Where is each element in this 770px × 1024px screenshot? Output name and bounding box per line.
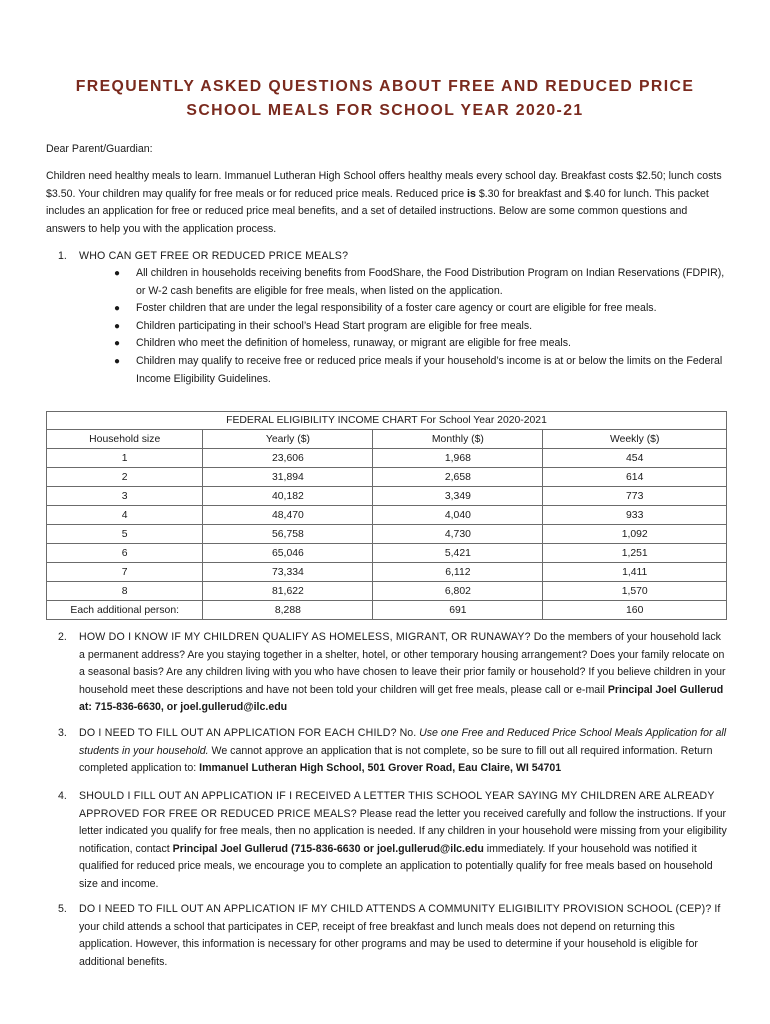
table-cell: 23,606 bbox=[203, 449, 373, 468]
table-cell: 691 bbox=[373, 601, 543, 620]
answer-body: Do the members of your household lack a permanent address? Are you staying together in a shelter, hotel, or other temporary housing arrangement? Does your family relocate on a seasonal basis? Are any children living with you who have chosen to leave their prior family or household? If you believe children in your household meet these descriptions and have not been told your children will get free meals, please call or e-mail bbox=[79, 631, 726, 696]
bullet-item bbox=[112, 265, 732, 300]
bullet-item bbox=[112, 353, 732, 388]
contact-info: Principal Joel Gullerud (715-836-6630 or joel.gullerud@ilc.edu bbox=[172, 842, 484, 855]
table-row bbox=[47, 601, 727, 620]
question-heading: WHO CAN GET FREE OR REDUCED PRICE MEALS? bbox=[79, 250, 349, 262]
table-cell: 6,112 bbox=[373, 563, 543, 582]
table-row bbox=[47, 525, 727, 544]
header-monthly: Monthly ($) bbox=[373, 430, 543, 449]
table-cell: 2 bbox=[47, 468, 203, 487]
bullet-icon: ● bbox=[114, 268, 121, 279]
bullet-text: All children in households receiving benefits from FoodShare, the Food Distribution Program on Indian Reservations (FDPIR), or W-2 cash benefits are eligible for free meals, when listed on the application. bbox=[136, 267, 725, 297]
table-cell: 614 bbox=[543, 468, 727, 487]
bullet-item bbox=[112, 318, 732, 336]
answer-emphasis: Use one Free and Reduced Price School Meals Application for all students in your household. bbox=[79, 727, 727, 757]
intro-text-a: Children need healthy meals to learn. Immanuel Lutheran High School offers healthy meals every school day. Breakfast costs $2.50; lunch costs $3.50. Your children may qualify for free meals or for reduced price meals. Reduced price bbox=[46, 170, 722, 200]
table-cell: 56,758 bbox=[203, 525, 373, 544]
intro-text-b: $.30 for breakfast and $.40 for lunch. This packet includes an application for free or reduced price meal benefits, and a set of detailed instructions. Below are some common questions and answers to help you with the application process. bbox=[46, 187, 709, 235]
table-cell: 933 bbox=[543, 506, 727, 525]
table-row bbox=[47, 487, 727, 506]
question-number: 2. bbox=[58, 631, 67, 643]
table-cell: 1,411 bbox=[543, 563, 727, 582]
table-row bbox=[47, 544, 727, 563]
table-cell: 5,421 bbox=[373, 544, 543, 563]
bullet-text: Foster children that are under the legal responsibility of a foster care agency or court are eligible for free meals. bbox=[136, 302, 657, 315]
answer-text bbox=[79, 629, 727, 717]
header-weekly: Weekly ($) bbox=[543, 430, 727, 449]
table-header-row bbox=[47, 430, 727, 449]
document-title-line1: FREQUENTLY ASKED QUESTIONS ABOUT FREE AND REDUCED PRICE bbox=[75, 78, 695, 95]
question-heading: SHOULD I FILL OUT AN APPLICATION IF I RECEIVED A LETTER THIS SCHOOL YEAR SAYING MY CHILDREN ARE ALREADY APPROVED FOR FREE OR REDUCED PRICE MEALS? bbox=[79, 790, 715, 820]
table-row bbox=[47, 449, 727, 468]
table-cell: 6 bbox=[47, 544, 203, 563]
bullet-item bbox=[112, 300, 732, 318]
table-cell: 5 bbox=[47, 525, 203, 544]
table-cell: 1 bbox=[47, 449, 203, 468]
answer-no: No. bbox=[396, 727, 420, 739]
table-cell: Each additional person: bbox=[47, 601, 203, 620]
table-cell: 4 bbox=[47, 506, 203, 525]
income-eligibility-table bbox=[46, 411, 727, 620]
question-number: 1. bbox=[58, 250, 67, 262]
table-caption: FEDERAL ELIGIBILITY INCOME CHART For School Year 2020-2021 bbox=[47, 412, 727, 430]
table-cell: 81,622 bbox=[203, 582, 373, 601]
table-cell: 73,334 bbox=[203, 563, 373, 582]
question-number: 4. bbox=[58, 790, 67, 802]
table-cell: 8 bbox=[47, 582, 203, 601]
question-number: 3. bbox=[58, 727, 67, 739]
bullet-icon: ● bbox=[114, 338, 121, 350]
table-cell: 1,570 bbox=[543, 582, 727, 601]
question-heading: DO I NEED TO FILL OUT AN APPLICATION FOR EACH CHILD? bbox=[79, 727, 397, 739]
table-cell: 1,968 bbox=[373, 449, 543, 468]
table-cell: 160 bbox=[543, 601, 727, 620]
intro-is: is bbox=[467, 187, 476, 200]
table-cell: 6,802 bbox=[373, 582, 543, 601]
bullet-icon: ● bbox=[114, 303, 121, 315]
header-household-size: Household size bbox=[47, 430, 203, 449]
answer-body: If your child attends a school that participates in CEP, receipt of free breakfast and lunch meals does not depend on returning this application. However, this information is necessary for other programs and may be used to determine if your household is eligible for additional benefits. bbox=[79, 903, 721, 968]
table-cell: 48,470 bbox=[203, 506, 373, 525]
table-row bbox=[47, 468, 727, 487]
answer-text bbox=[79, 725, 727, 778]
eligibility-bullet-list bbox=[112, 265, 732, 388]
table-cell: 3,349 bbox=[373, 487, 543, 506]
answer-text bbox=[79, 901, 727, 971]
contact-info: Principal Joel Gullerud at: 715-836-6630, or joel.gullerud@ilc.edu bbox=[79, 683, 724, 714]
table-cell: 2,658 bbox=[373, 468, 543, 487]
bullet-icon: ● bbox=[114, 355, 121, 367]
table-cell: 454 bbox=[543, 449, 727, 468]
question-number: 5. bbox=[58, 903, 67, 915]
bullet-text: Children who meet the definition of homeless, runaway, or migrant are eligible for free meals. bbox=[136, 337, 571, 350]
bullet-text: Children participating in their school’s Head Start program are eligible for free meals. bbox=[136, 319, 533, 332]
intro-paragraph bbox=[46, 168, 726, 238]
answer-body: We cannot approve an application that is not complete, so be sure to fill out all required information. Return completed application to: bbox=[79, 744, 713, 775]
table-cell: 4,040 bbox=[373, 506, 543, 525]
table-cell: 65,046 bbox=[203, 544, 373, 563]
table-cell: 40,182 bbox=[203, 487, 373, 506]
document-title-line2: SCHOOL MEALS FOR SCHOOL YEAR 2020-21 bbox=[186, 102, 584, 119]
table-cell: 4,730 bbox=[373, 525, 543, 544]
header-yearly: Yearly ($) bbox=[203, 430, 373, 449]
school-address: Immanuel Lutheran High School, 501 Grover Road, Eau Claire, WI 54701 bbox=[199, 762, 562, 775]
table-cell: 3 bbox=[47, 487, 203, 506]
bullet-item bbox=[112, 335, 732, 353]
bullet-icon: ● bbox=[114, 320, 121, 332]
table-row bbox=[47, 563, 727, 582]
question-heading: DO I NEED TO FILL OUT AN APPLICATION IF MY CHILD ATTENDS A COMMUNITY ELIGIBILITY PROVISION SCHOOL (CEP)? bbox=[79, 903, 712, 915]
table-cell: 8,288 bbox=[203, 601, 373, 620]
table-row bbox=[47, 506, 727, 525]
table-cell: 773 bbox=[543, 487, 727, 506]
table-cell: 31,894 bbox=[203, 468, 373, 487]
answer-body-continued: immediately. If your household was notified it qualified for reduced price meals, we encourage you to complete an application to potentially qualify for free meals based on household size and income. bbox=[79, 842, 713, 890]
answer-body: Please read the letter you received carefully and follow the instructions. If your letter indicated you qualify for free meals, then no application is needed. If any children in your household were missing from your eligibility notification, contact bbox=[79, 807, 727, 855]
salutation: Dear Parent/Guardian: bbox=[46, 143, 153, 155]
bullet-text: Children may qualify to receive free or reduced price meals if your household’s income is at or below the limits on the Federal Income Eligibility Guidelines. bbox=[136, 354, 723, 385]
question-heading: HOW DO I KNOW IF MY CHILDREN QUALIFY AS HOMELESS, MIGRANT, OR RUNAWAY? bbox=[79, 631, 531, 643]
answer-text bbox=[79, 788, 727, 894]
table-cell: 1,251 bbox=[543, 544, 727, 563]
table-row bbox=[47, 582, 727, 601]
table-cell: 7 bbox=[47, 563, 203, 582]
table-cell: 1,092 bbox=[543, 525, 727, 544]
